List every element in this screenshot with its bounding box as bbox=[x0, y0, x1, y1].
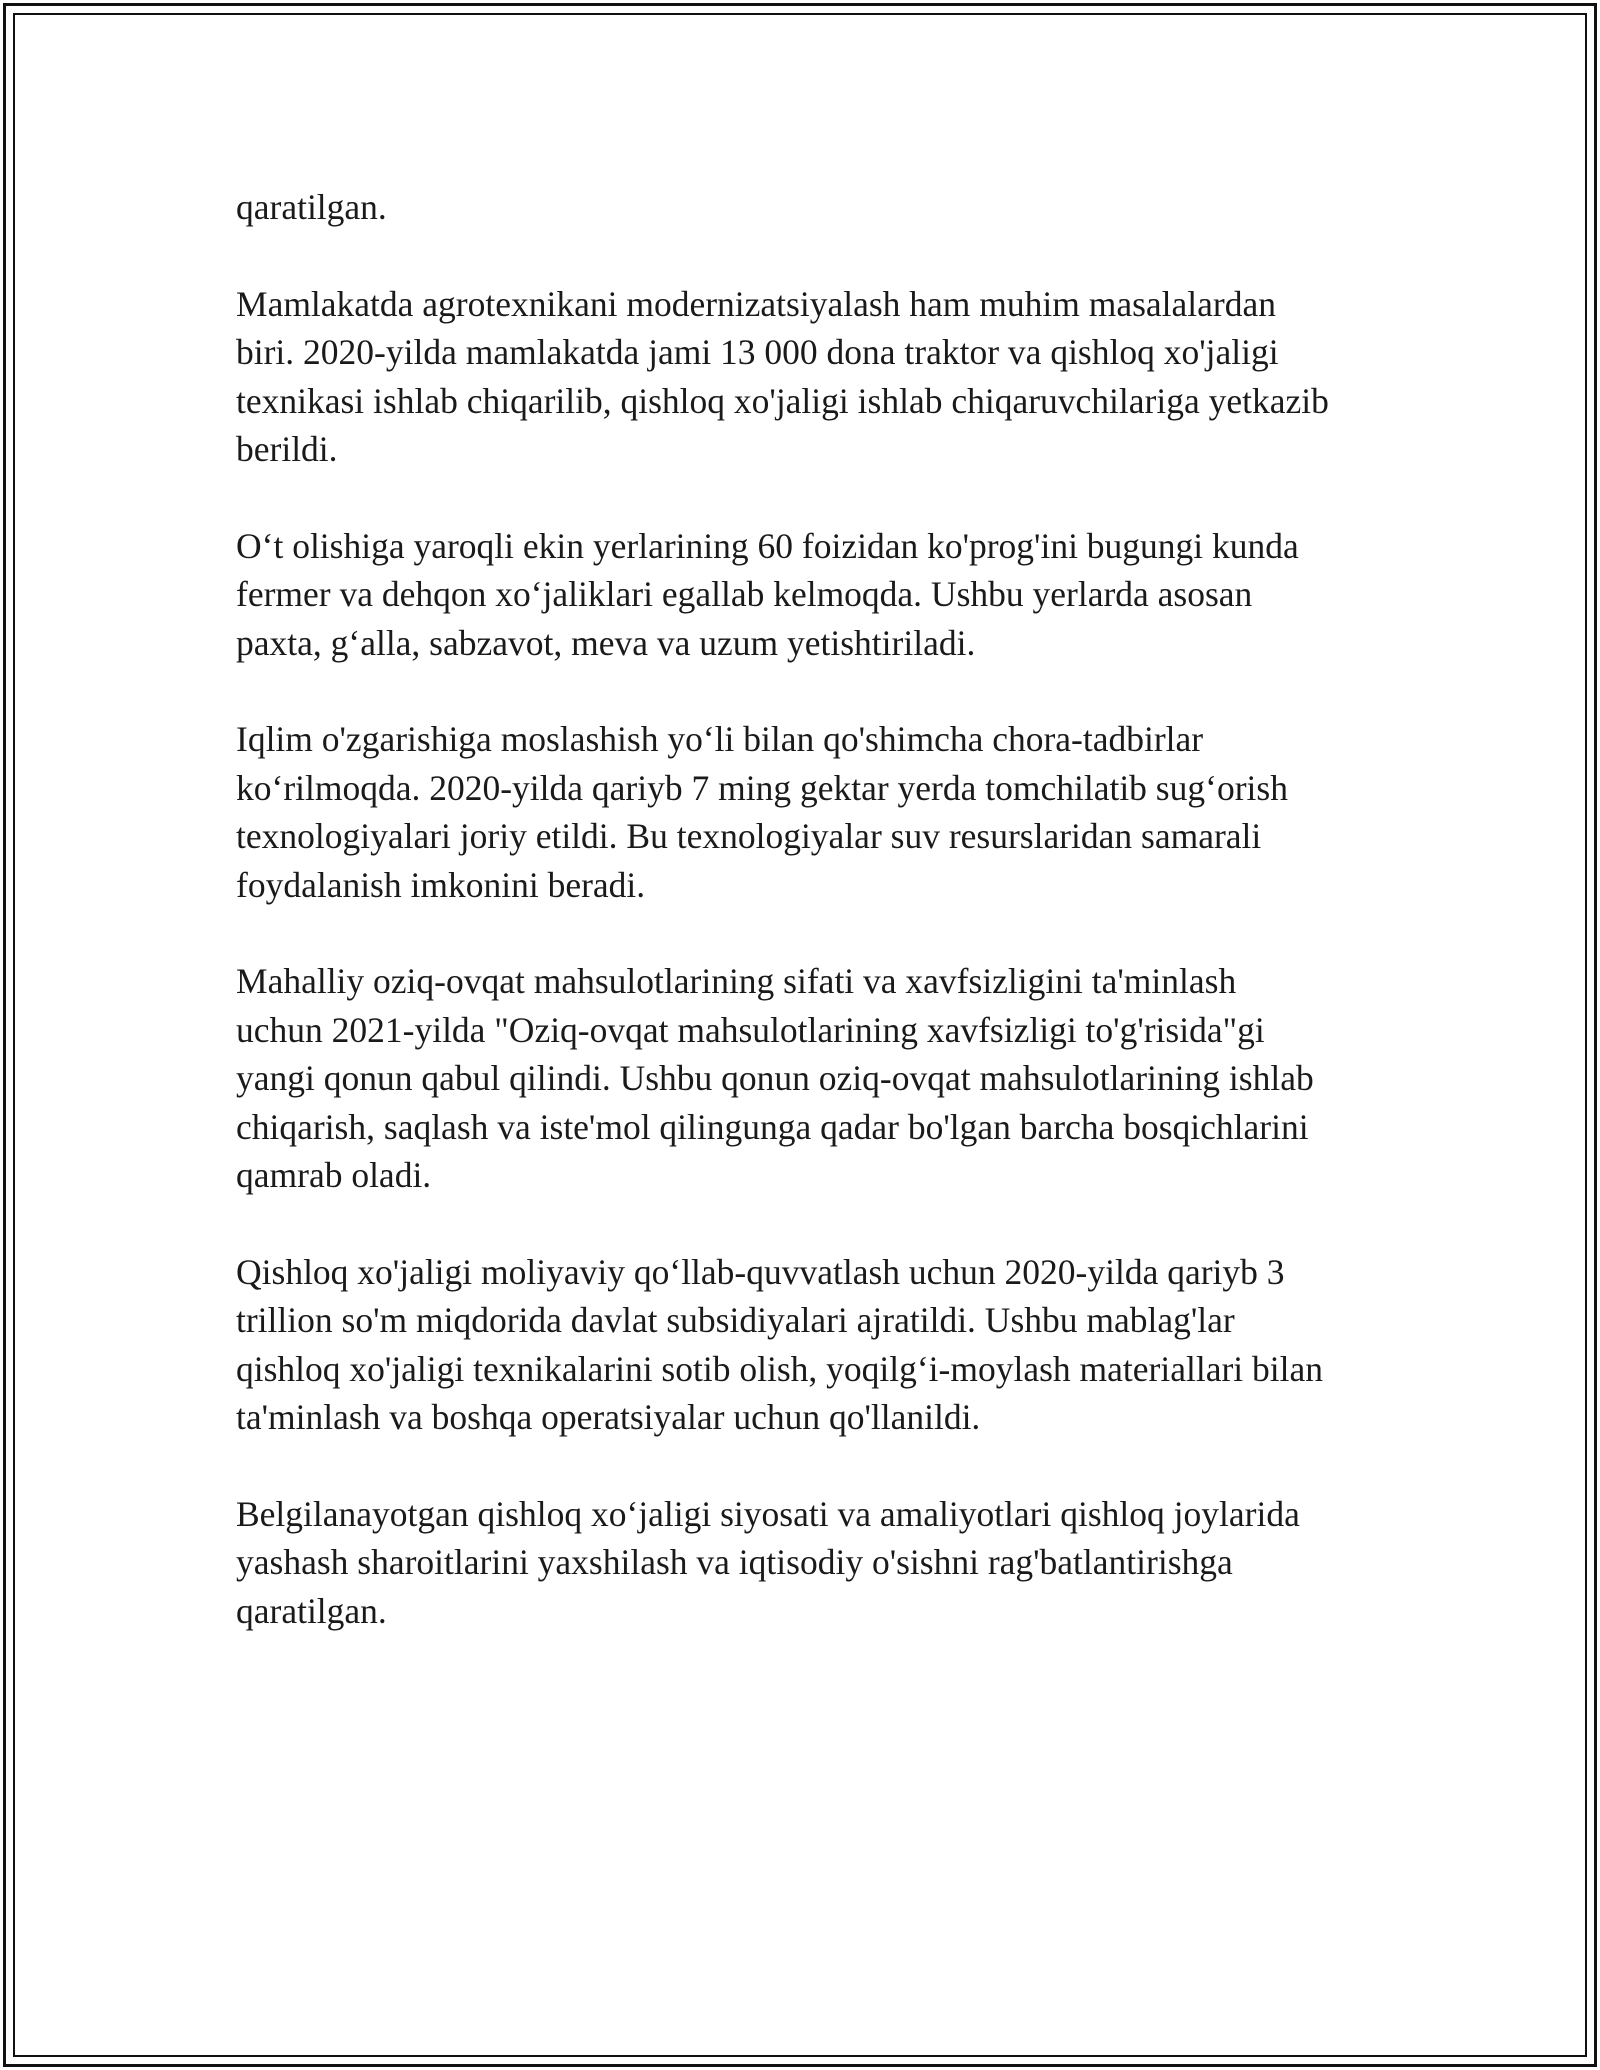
text-line: O‘t olishiga yaroqli ekin yerlarining 60 foizidan ko'prog'ini bugungi kunda bbox=[236, 525, 1299, 566]
text-line: qaratilgan. bbox=[236, 187, 387, 227]
text-line: yangi qonun qabul qilindi. Ushbu qonun oziq-ovqat mahsulotlarining ishlab bbox=[236, 1058, 1314, 1098]
text-line: qaratilgan. bbox=[236, 1590, 387, 1631]
paragraph-food-safety bbox=[236, 957, 1376, 1200]
text-line: foydalanish imkonini beradi. bbox=[236, 864, 646, 905]
text-line: Qishloq xo'jaligi moliyaviy qo‘llab-quvvatlash uchun 2020-yilda qariyb 3 bbox=[236, 1251, 1285, 1292]
paragraph-climate-adaptation bbox=[236, 715, 1376, 909]
text-line: qishloq xo'jaligi texnikalarini sotib olish, yoqilg‘i-moylash materiallari bilan bbox=[236, 1348, 1323, 1389]
text-line: fermer va dehqon xo‘jaliklari egallab kelmoqda. Ushbu yerlarda asosan bbox=[236, 574, 1253, 614]
text-line: yashash sharoitlarini yaxshilash va iqtisodiy o'sishni rag'batlantirishga bbox=[236, 1542, 1233, 1582]
text-line: ko‘rilmoqda. 2020-yilda qariyb 7 ming gektar yerda tomchilatib sug‘orish bbox=[236, 767, 1288, 808]
paragraph-financial-support bbox=[236, 1248, 1376, 1442]
text-line: qamrab oladi. bbox=[236, 1155, 432, 1195]
text-line: ta'minlash va boshqa operatsiyalar uchun qo'llanildi. bbox=[236, 1397, 981, 1437]
paragraph-farmland bbox=[236, 522, 1376, 668]
text-line: Iqlim o'zgarishiga moslashish yo‘li bilan qo'shimcha chora-tadbirlar bbox=[236, 719, 1204, 759]
text-line: paxta, g‘alla, sabzavot, meva va uzum yetishtiriladi. bbox=[236, 622, 976, 663]
paragraph-continuation bbox=[236, 183, 1376, 232]
text-line: chiqarish, saqlash va iste'mol qilingunga qadar bo'lgan barcha bosqichlarini bbox=[236, 1106, 1309, 1147]
text-line: texnikasi ishlab chiqarilib, qishloq xo'jaligi ishlab chiqaruvchilariga yetkazib bbox=[236, 380, 1329, 421]
paragraph-policy-conclusion bbox=[236, 1490, 1376, 1636]
text-line: Belgilanayotgan qishloq xo‘jaligi siyosati va amaliyotlari qishloq joylarida bbox=[236, 1493, 1300, 1534]
text-line: Mahalliy oziq-ovqat mahsulotlarining sifati va xavfsizligini ta'minlash bbox=[236, 961, 1237, 1001]
text-line: texnologiyalari joriy etildi. Bu texnologiyalar suv resurslaridan samarali bbox=[236, 816, 1262, 856]
text-line: Mamlakatda agrotexnikani modernizatsiyalash ham muhim masalalardan bbox=[236, 283, 1277, 324]
text-line: uchun 2021-yilda "Oziq-ovqat mahsulotlarining xavfsizligi to'g'risida"gi bbox=[236, 1009, 1265, 1050]
document-body bbox=[236, 183, 1376, 1683]
text-line: berildi. bbox=[236, 429, 338, 469]
text-line: trillion so'm miqdorida davlat subsidiyalari ajratildi. Ushbu mablag'lar bbox=[236, 1300, 1235, 1340]
text-line: biri. 2020-yilda mamlakatda jami 13 000 dona traktor va qishloq xo'jaligi bbox=[236, 332, 1279, 372]
paragraph-agrotechnics bbox=[236, 280, 1376, 474]
